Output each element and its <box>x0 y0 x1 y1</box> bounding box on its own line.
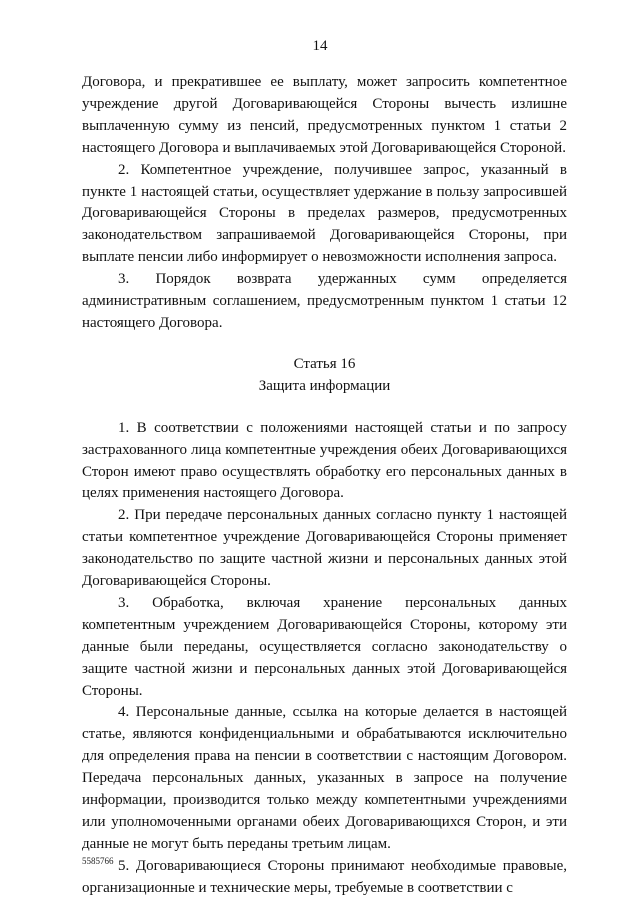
paragraph: 2. При передаче персональных данных согласно пункту 1 настоящей статьи компетентное учреждение Договаривающейся Стороны применяет законодательство по защите частной жизни и персональных данных этой Договаривающейся Стороны. <box>82 507 567 590</box>
paragraphs-top <box>82 72 567 335</box>
article-heading <box>82 354 567 398</box>
paragraph: 5. Договаривающиеся Стороны принимают необходимые правовые, организационные и технические меры, требуемые в соответствии с <box>82 857 567 896</box>
document-body <box>82 72 567 900</box>
document-code: 5585766 <box>82 856 114 866</box>
paragraph: 2. Компетентное учреждение, получившее запрос, указанный в пункте 1 настоящей статьи, осуществляет удержание в пользу запросившей Договаривающейся Стороны в пределах размеров, предусмотренных законодательством запрашиваемой Договаривающейся Стороны, при выплате пенсии либо информирует о невозможности исполнения запроса. <box>82 161 567 266</box>
paragraph: 1. В соответствии с положениями настоящей статьи и по запросу застрахованного лица компетентные учреждения обеих Договаривающихся Сторон имеют право осуществлять обработку его персональных данных в целях применения настоящего Договора. <box>82 419 567 502</box>
paragraph: Договора, и прекратившее ее выплату, может запросить компетентное учреждение другой Договаривающейся Стороны вычесть излишне выплаченную сумму из пенсий, предусмотренных пунктом 1 статьи 2 настоящего Договора и выплачиваемых этой Договаривающейся Стороной. <box>82 74 567 156</box>
article-title: Защита информации <box>258 377 391 394</box>
article-number: Статья 16 <box>293 355 356 372</box>
paragraphs-bottom <box>82 418 567 900</box>
paragraph: 4. Персональные данные, ссылка на которые делается в настоящей статье, являются конфиденциальными и обрабатываются исключительно для определения права на пенсии в соответствии с настоящим Договором. Передача персональных данных, указанных в запросе на получение информации, производится только между компетентными учреждениями или уполномоченными органами обеих Договаривающихся Сторон, и эти данные не могут быть переданы третьим лицам. <box>82 704 567 852</box>
paragraph: 3. Обработка, включая хранение персональных данных компетентным учреждением Договаривающейся Стороны, которому эти данные были переданы, осуществляется согласно законодательству о защите частной жизни и персональных данных этой Договаривающейся Стороны. <box>82 594 567 699</box>
page-number: 14 <box>312 38 328 54</box>
paragraph: 3. Порядок возврата удержанных сумм определяется административным соглашением, предусмотренным пунктом 1 статьи 12 настоящего Договора. <box>82 271 567 331</box>
